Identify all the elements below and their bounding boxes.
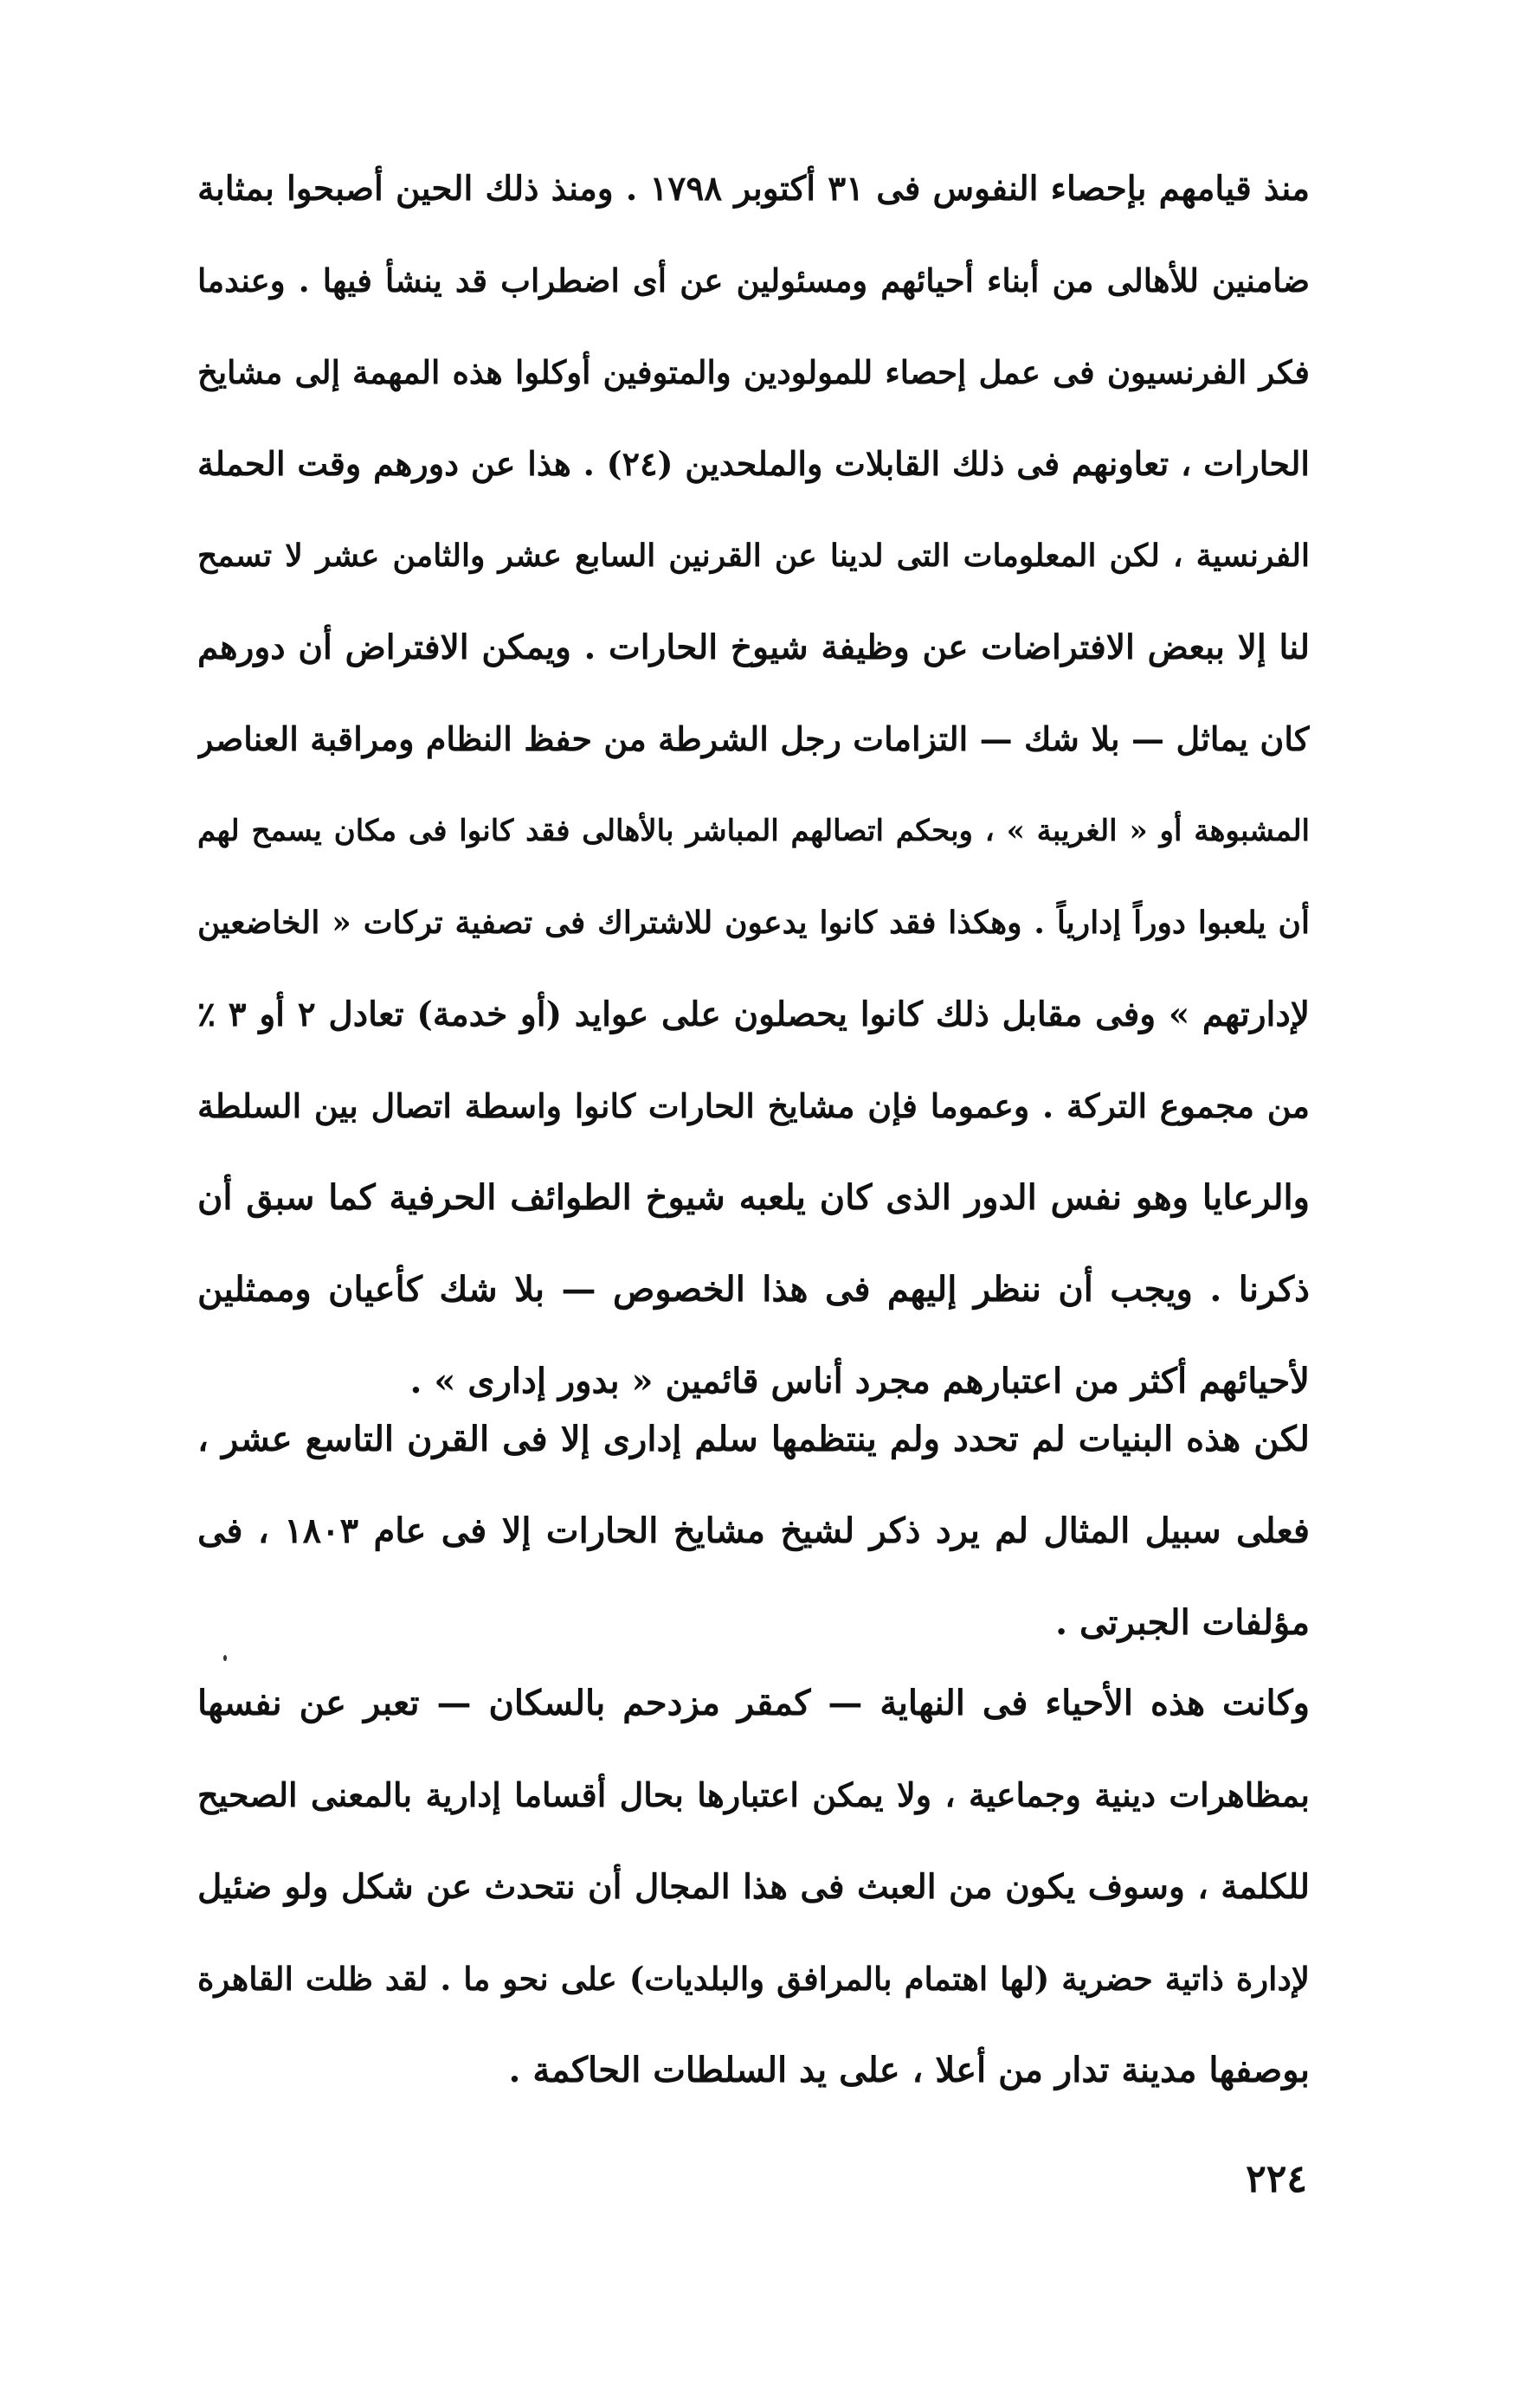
paragraph-2 — [197, 1394, 1310, 1669]
text-line: ذكرنا . ويجب أن ننظر إليهم فى هذا الخصوص — بلا شك كأعيان وممثلين — [197, 1269, 1310, 1310]
text-line: لأحيائهم أكثر من اعتبارهم مجرد أناس قائمين « بدور إدارى » . — [409, 1361, 1310, 1401]
text-line: ضامنين للأهالى من أبناء أحيائهم ومسئولين عن أى اضطراب قد ينشأ فيها . وعندما — [197, 261, 1310, 299]
text-line: لنا إلا ببعض الافتراضات عن وظيفة شيوخ الحارات . ويمكن الافتراض أن دورهم — [197, 628, 1310, 667]
scan-speck — [223, 1655, 227, 1661]
paragraph-1 — [197, 143, 1310, 1427]
text-line: بوصفها مدينة تدار من أعلا ، على يد السلطات الحاكمة . — [508, 2050, 1310, 2090]
text-line: من مجموع التركة . وعموما فإن مشايخ الحارات كانوا واسطة اتصال بين السلطة — [197, 1086, 1310, 1125]
text-line: لإدارتهم » وفى مقابل ذلك كانوا يحصلون على عوايد (أو خدمة) تعادل ٢ أو ٣ ٪ — [197, 995, 1310, 1034]
text-line: منذ قيامهم بإحصاء النفوس فى ٣١ أكتوبر ١٧٩٨ . ومنذ ذلك الحين أصبحوا بمثابة — [197, 169, 1310, 209]
text-line: مؤلفات الجبرتى . — [1055, 1602, 1310, 1643]
text-line: فعلى سبيل المثال لم يرد ذكر لشيخ مشايخ الحارات إلا فى عام ١٨٠٣ ، فى — [197, 1510, 1310, 1551]
page-number: ٢٢٤ — [1246, 2157, 1307, 2201]
text-line: كان يماثل — بلا شك — التزامات رجل الشرطة من حفظ النظام ومراقبة العناصر — [197, 719, 1310, 758]
text-line: بمظاهرات دينية وجماعية ، ولا يمكن اعتبارها بحال أقساما إدارية بالمعنى الصحيح — [197, 1775, 1310, 1814]
text-line: الفرنسية ، لكن المعلومات التى لدينا عن القرنين السابع عشر والثامن عشر لا تسمح — [197, 538, 1310, 574]
text-line: لكن هذه البنيات لم تحدد ولم ينتظمها سلم إدارى إلا فى القرن التاسع عشر ، — [197, 1419, 1310, 1459]
text-line: والرعايا وهو نفس الدور الذى كان يلعبه شيوخ الطوائف الحرفية كما سبق أن — [197, 1177, 1310, 1218]
text-line: المشبوهة أو « الغريبة » ، وبحكم اتصالهم المباشر بالأهالى فقد كانوا فى مكان يسمح لهم — [197, 814, 1310, 848]
text-line: أن يلعبوا دوراً إدارياً . وهكذا فقد كانوا يدعون للاشتراك فى تصفية تركات « الخاضعين — [197, 905, 1310, 941]
text-line: للكلمة ، وسوف يكون من العبث فى هذا المجال أن نتحدث عن شكل ولو ضئيل — [197, 1867, 1310, 1907]
text-line: الحارات ، تعاونهم فى ذلك القابلات والملحدين (٢٤) . هذا عن دورهم وقت الحملة — [197, 444, 1310, 483]
text-line: وكانت هذه الأحياء فى النهاية — كمقر مزدحم بالسكان — تعبر عن نفسها — [197, 1683, 1310, 1723]
paragraph-3 — [197, 1658, 1310, 2116]
text-line: فكر الفرنسيون فى عمل إحصاء للمولودين والمتوفين أوكلوا هذه المهمة إلى مشايخ — [197, 353, 1310, 391]
text-line: لإدارة ذاتية حضرية (لها اهتمام بالمرافق والبلديات) على نحو ما . لقد ظلت القاهرة — [197, 1960, 1310, 1998]
